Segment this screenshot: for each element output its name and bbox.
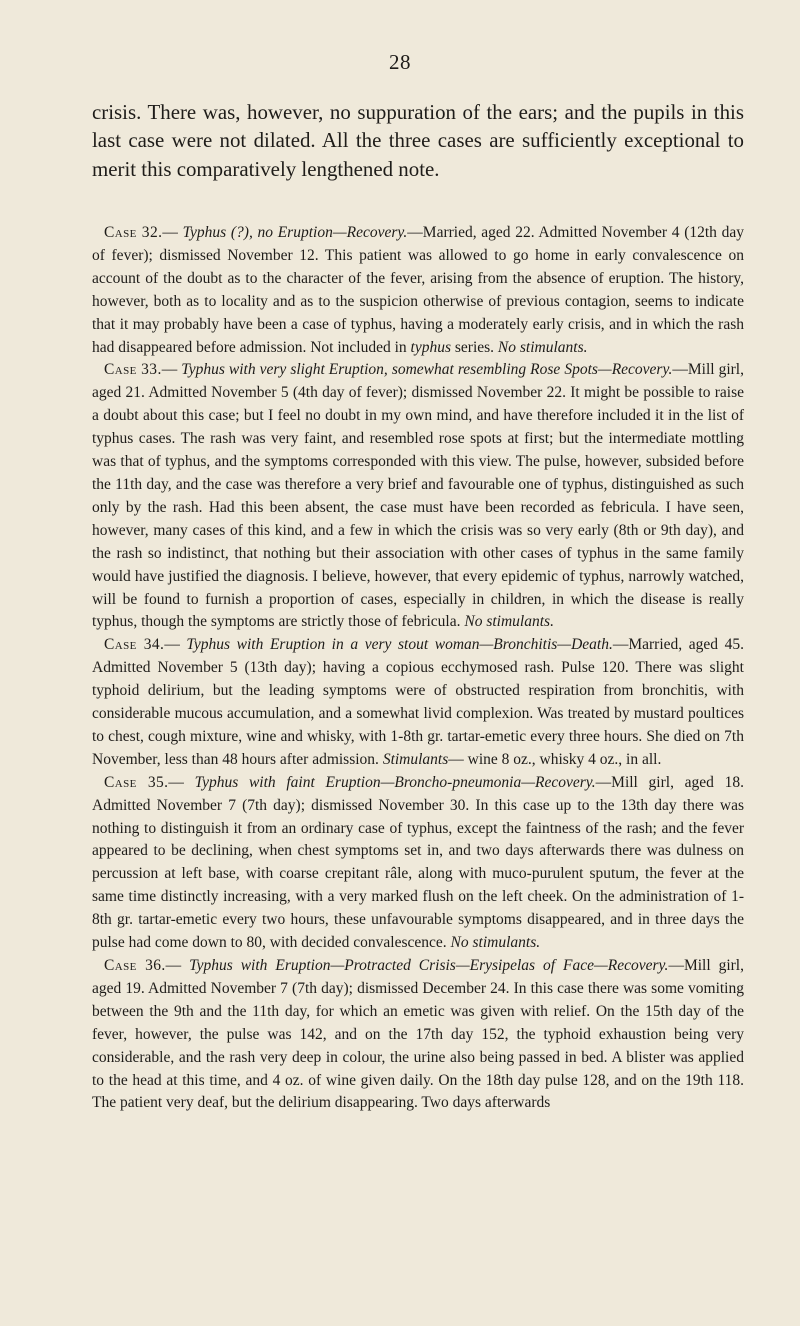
case-label: Case 35. [104, 773, 169, 791]
case-paragraph: Case 36.— Typhus with Eruption—Protracted Crisis—Erysipelas of Face—Recovery.—Mill girl, aged 19. Admitted November 7 (7th day); dismissed December 24. In this case there was some vomiting between the 9th and the 11th day, for which an emetic was given with relief. On the 15th day of the fever, however, the pulse was 142, and on the 17th day 152, the typhoid exhaustion being very considerable, and the rash very deep in colour, the urine also being passed in bed. A blister was applied to the head at this time, and 4 oz. of wine given daily. On the 18th day pulse 128, and on the 19th 118. The patient very deaf, but the delirium disappearing. Two days afterwards [92, 957, 744, 1112]
case-label: Case 34. [104, 636, 165, 654]
case-text: Stimulants [382, 750, 449, 768]
case-text: — wine 8 oz., whisky 4 oz., in all. [448, 750, 662, 768]
case-text: —Mill girl, aged 18. Admitted November 7 (7th day); dismissed November 30. In this case up to the 13th day there was nothing to distinguish it from an ordinary case of typhus, except the faintness of the rash; and the fever appeared to be declining, when chest symptoms set in, and two days afterwards there was dulness on percussion at left base, with coarse crepitant râle, along with muco-purulent sputum, the fever at the same time distinctly increasing, with a very marked flush on the left cheek. On the administration of 1-8th gr. tartar-emetic every two hours, these unfavourable symptoms disappeared, and in three days the pulse had come down to 80, with decided convalescence. [92, 773, 744, 952]
case-text: —Married, aged 45. Admitted November 5 (13th day); having a copious ecchymosed rash. Pulse 120. There was slight typhoid delirium, but the leading symptoms were of obstructed respiration from bronchitis, with considerable mucous accumulation, and a somewhat livid complexion. Was treated by mustard poultices to chest, cough mixture, wine and whisky, with 1-8th gr. tartar-emetic every three hours. She died on 7th November, less than 48 hours after admission. [92, 636, 744, 768]
case-paragraph: Case 34.— Typhus with Eruption in a very stout woman—Bronchitis—Death.—Married, aged 45. Admitted November 5 (13th day); having a copious ecchymosed rash. Pulse 120. There was slight typhoid delirium, but the leading symptoms were of obstructed respiration from bronchitis, with considerable mucous accumulation, and a somewhat livid complexion. Was treated by mustard poultices to chest, cough mixture, wine and whisky, with 1-8th gr. tartar-emetic every three hours. She died on 7th November, less than 48 hours after admission. Stimulants— wine 8 oz., whisky 4 oz., in all. [92, 636, 744, 768]
case-text: series. [451, 338, 498, 356]
case-text: —Mill girl, aged 19. Admitted November 7 (7th day); dismissed December 24. In this case there was some vomiting between the 9th and the 11th day, for which an emetic was given with relief. On the 15th day of the fever, however, the pulse was 142, and on the 17th day 152, the typhoid exhaustion being very considerable, and the rash very deep in colour, the urine also being passed in bed. A blister was applied to the head at this time, and 4 oz. of wine given daily. On the 18th day pulse 128, and on the 19th 118. The patient very deaf, but the delirium disappearing. Two days afterwards [92, 957, 744, 1112]
case-label: Case 32. [104, 224, 163, 241]
case-heading: Typhus with very slight Eruption, somewhat resembling Rose Spots—Recovery. [181, 361, 673, 379]
case-paragraph: Case 35.— Typhus with faint Eruption—Broncho-pneumonia—Recovery.—Mill girl, aged 18. Admitted November 7 (7th day); dismissed November 30. In this case up to the 13th day there was nothing to distinguish it from an ordinary case of typhus, except the faintness of the rash; and the fever appeared to be declining, when chest symptoms set in, and two days afterwards there was dulness on percussion at left base, with coarse crepitant râle, along with muco-purulent sputum, the fever at the same time distinctly increasing, with a very marked flush on the left cheek. On the administration of 1-8th gr. tartar-emetic every two hours, these unfavourable symptoms disappeared, and in three days the pulse had come down to 80, with decided convalescence. No stimulants. [92, 773, 744, 952]
case-heading: Typhus (?), no Eruption—Recovery. [182, 224, 408, 241]
case-text: No stimulants. [450, 934, 541, 952]
case-heading: Typhus with Eruption in a very stout woman—Bronchitis—Death. [186, 636, 613, 654]
case-text: No stimulants. [497, 338, 588, 356]
case-text: —Mill girl, aged 21. Admitted November 5 (4th day of fever); dismissed November 22. It might be possible to raise a doubt about this case; but I feel no doubt in my own mind, and have therefore included it in the list of typhus cases. The rash was very faint, and resembled rose spots at first; but the intermediate mottling was that of typhus, and the symptoms corresponded with this view. The pulse, however, subsided before the 11th day, and the case was therefore a very brief and favourable one of typhus, distinguished as such only by the rash. Had this been absent, the case must have been recorded as febricula. I have seen, however, many cases of this kind, and a few in which the crisis was so very early (8th or 9th day), and the rash so indistinct, that nothing but their association with other cases of typhus in the same family would have justified the diagnosis. I believe, however, that every epidemic of typhus, narrowly watched, will be found to furnish a proportion of cases, especially in children, in which the disease is really typhus, though the symptoms are strictly those of febricula. [92, 361, 744, 631]
case-paragraph: Case 33.— Typhus with very slight Eruption, somewhat resembling Rose Spots—Recovery.—Mill girl, aged 21. Admitted November 5 (4th day of fever); dismissed November 22. It might be possible to raise a doubt about this case; but I feel no doubt in my own mind, and have therefore included it in the list of typhus cases. The rash was very faint, and resembled rose spots at first; but the intermediate mottling was that of typhus, and the symptoms corresponded with this view. The pulse, however, subsided before the 11th day, and the case was therefore a very brief and favourable one of typhus, distinguished as such only by the rash. Had this been absent, the case must have been recorded as febricula. I have seen, however, many cases of this kind, and a few in which the crisis was so very early (8th or 9th day), and the rash so indistinct, that nothing but their association with other cases of typhus in the same family would have justified the diagnosis. I believe, however, that every epidemic of typhus, narrowly watched, will be found to furnish a proportion of cases, especially in children, in which the disease is really typhus, though the symptoms are strictly those of febricula. No stimulants. [92, 361, 744, 631]
case-list [92, 222, 744, 1115]
case-text: typhus [410, 338, 451, 356]
case-text: No stimulants. [464, 613, 554, 631]
case-label: Case 36. [104, 957, 166, 974]
case-paragraph: Case 32.— Typhus (?), no Eruption—Recovery.—Married, aged 22. Admitted November 4 (12th day of fever); dismissed November 12. This patient was allowed to go home in early convalescence on account of the doubt as to the character of the fever, arising from the absence of eruption. The history, however, both as to locality and as to the suspicion otherwise of previous contagion, seems to indicate that it may probably have been a case of typhus, having a moderately early crisis, and in which the rash had disappeared before admission. Not included in typhus series. No stimulants. [92, 224, 744, 356]
case-text: —Married, aged 22. Admitted November 4 (12th day of fever); dismissed November 12. This patient was allowed to go home in early convalescence on account of the doubt as to the character of the fever, arising from the absence of eruption. The history, however, both as to locality and as to the suspicion otherwise of previous contagion, seems to indicate that it may probably have been a case of typhus, having a moderately early crisis, and in which the rash had disappeared before admission. Not included in [92, 224, 744, 356]
case-heading: Typhus with faint Eruption—Broncho-pneumonia—Recovery. [194, 773, 596, 791]
page-number: 28 [389, 50, 411, 74]
case-label: Case 33. [104, 361, 162, 379]
lead-paragraph: crisis. There was, however, no suppuration of the ears; and the pupils in this last case were not dilated. All the three cases are sufficiently exceptional to merit this comparatively lengthened note. [92, 100, 744, 181]
case-heading: Typhus with Eruption—Protracted Crisis—Erysipelas of Face—Recovery. [189, 957, 669, 974]
